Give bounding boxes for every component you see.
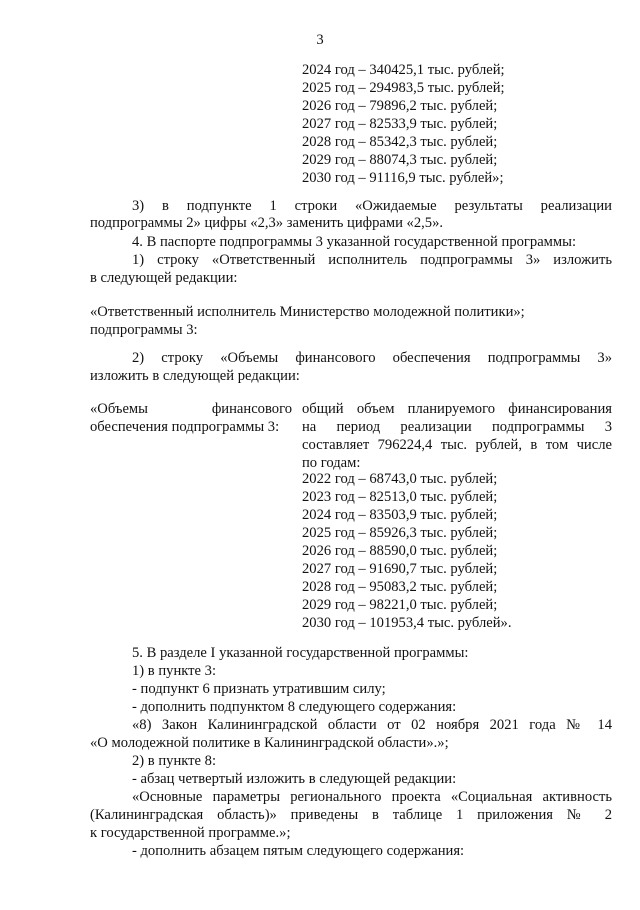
item-3-line-2: подпрограммы 2» цифры «2,3» заменить цифрами «2,5».	[90, 215, 444, 231]
responsible-quote-line-2: подпрограммы 3:	[90, 322, 198, 338]
year-line: 2022 год – 68743,0 тыс. рублей;	[302, 471, 498, 487]
year-line: 2026 год – 88590,0 тыс. рублей;	[302, 543, 498, 559]
item-4-sub1-line-2: в следующей редакции:	[90, 270, 238, 286]
responsible-quote-line-1: «Ответственный исполнитель Министерство молодежной политики»;	[90, 304, 525, 320]
year-line: 2030 год – 101953,4 тыс. рублей».	[302, 615, 512, 631]
table-right-line-1: общий объем планируемого финансирования	[302, 401, 612, 417]
table-left-line-1: «Объемы финансового	[90, 401, 292, 417]
basic-params-line-2: (Калининградская область)» приведены в таблице 1 приложения № 2	[90, 807, 612, 823]
year-line: 2023 год – 82513,0 тыс. рублей;	[302, 489, 498, 505]
year-line: 2025 год – 85926,3 тыс. рублей;	[302, 525, 498, 541]
basic-params-line-1: «Основные параметры регионального проекта «Социальная активность	[132, 789, 612, 805]
year-line: 2024 год – 340425,1 тыс. рублей;	[302, 62, 505, 78]
item-4-sub2-line-1: 2) строку «Объемы финансового обеспечения подпрограммы 3»	[132, 350, 612, 366]
item-3-line-1: 3) в подпункте 1 строки «Ожидаемые результаты реализации	[132, 198, 612, 214]
item-4-heading: 4. В паспорте подпрограммы 3 указанной государственной программы:	[132, 234, 577, 250]
item-5-dash-1: - подпункт 6 признать утратившим силу;	[132, 681, 386, 697]
table-right-line-2: на период реализации подпрограммы 3	[302, 419, 612, 435]
year-line: 2025 год – 294983,5 тыс. рублей;	[302, 80, 505, 96]
year-line: 2027 год – 82533,9 тыс. рублей;	[302, 116, 498, 132]
year-line: 2026 год – 79896,2 тыс. рублей;	[302, 98, 498, 114]
item-4-sub1-line-1: 1) строку «Ответственный исполнитель подпрограммы 3» изложить	[132, 252, 612, 268]
year-line: 2030 год – 91116,9 тыс. рублей»;	[302, 170, 504, 186]
item-5-sub2: 2) в пункте 8:	[132, 753, 217, 769]
item-5-sub1: 1) в пункте 3:	[132, 663, 217, 679]
table-right-line-3: составляет 796224,4 тыс. рублей, в том числе	[302, 437, 612, 453]
item-4-sub2-line-2: изложить в следующей редакции:	[90, 368, 300, 384]
page-number: 3	[316, 32, 324, 48]
item-5-heading: 5. В разделе I указанной государственной программы:	[132, 645, 469, 661]
table-left-line-2: обеспечения подпрограммы 3:	[90, 419, 280, 435]
year-line: 2028 год – 85342,3 тыс. рублей;	[302, 134, 498, 150]
item-5-dash-4: - дополнить абзацем пятым следующего содержания:	[132, 843, 465, 859]
table-right-line-4: по годам:	[302, 455, 361, 471]
law-quote-line-1: «8) Закон Калининградской области от 02 ноября 2021 года № 14	[132, 717, 612, 733]
item-5-dash-2: - дополнить подпунктом 8 следующего содержания:	[132, 699, 457, 715]
year-line: 2024 год – 83503,9 тыс. рублей;	[302, 507, 498, 523]
year-line: 2029 год – 88074,3 тыс. рублей;	[302, 152, 498, 168]
law-quote-line-2: «О молодежной политике в Калининградской области».»;	[90, 735, 449, 751]
year-line: 2027 год – 91690,7 тыс. рублей;	[302, 561, 498, 577]
year-line: 2028 год – 95083,2 тыс. рублей;	[302, 579, 498, 595]
year-line: 2029 год – 98221,0 тыс. рублей;	[302, 597, 498, 613]
item-5-dash-3: - абзац четвертый изложить в следующей редакции:	[132, 771, 457, 787]
basic-params-line-3: к государственной программе.»;	[90, 825, 291, 841]
